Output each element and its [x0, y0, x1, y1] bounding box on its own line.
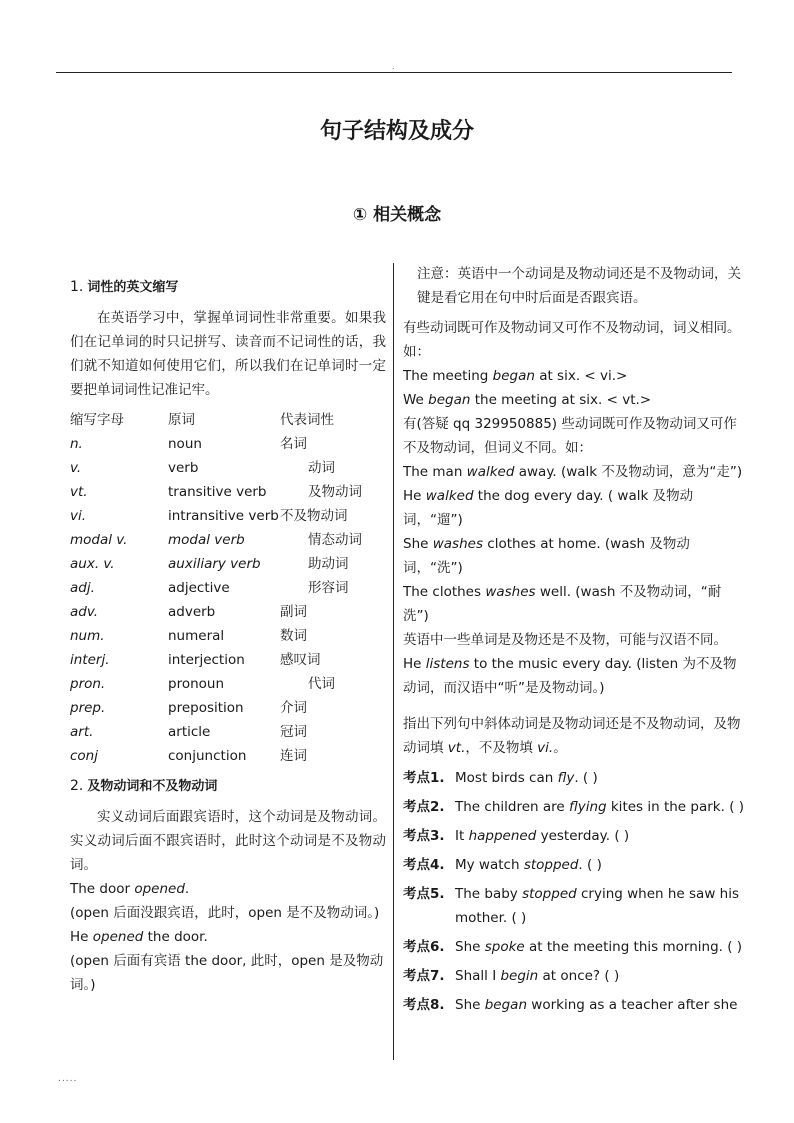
table-cell-word: adverb	[168, 604, 216, 620]
table-row	[70, 576, 386, 600]
text: He	[403, 656, 426, 672]
text: We	[403, 392, 429, 408]
table-cell-word: modal verb	[168, 532, 245, 548]
text: at six. < vi.>	[534, 368, 628, 384]
text: well. (wash 不及物动词，“耐洗”)	[403, 584, 722, 624]
italic-term: vi.	[537, 740, 554, 756]
text: The children are	[455, 799, 569, 815]
table-cell-pos: 介词	[280, 700, 307, 716]
table-cell-word: article	[168, 724, 211, 740]
section-number: 2.	[70, 778, 84, 794]
italic-verb: fly	[557, 770, 575, 786]
italic-verb: spoke	[484, 939, 525, 955]
table-row	[70, 528, 386, 552]
table-header-row	[70, 408, 386, 432]
page-title: 句子结构及成分	[319, 119, 474, 144]
exercise-label: 考点5.	[403, 886, 445, 902]
table-cell-abbr: pron.	[70, 676, 106, 692]
table-cell-word: noun	[168, 436, 202, 452]
exercise-text	[455, 824, 743, 848]
italic-verb: washes	[485, 584, 536, 600]
exercise-text	[455, 766, 743, 790]
exercise-label: 考点3.	[403, 828, 445, 844]
table-cell-pos: 冠词	[280, 724, 307, 740]
italic-verb: opened	[92, 929, 144, 945]
exercise-label: 考点1.	[403, 770, 445, 786]
text: the door.	[143, 929, 208, 945]
text: . ( )	[578, 857, 602, 873]
italic-verb: began	[428, 392, 471, 408]
table-row	[70, 456, 386, 480]
exercise-text	[455, 853, 743, 877]
table-cell-pos: 情态动词	[308, 532, 362, 548]
header-dot: .	[392, 62, 395, 71]
paragraph: 实义动词后面跟宾语时，这个动词是及物动词。实义动词后面不跟宾语时，此时这个动词是不及物动词。	[70, 809, 386, 873]
abbreviation-table	[70, 408, 386, 768]
exercise-label: 考点2.	[403, 799, 445, 815]
paragraph: 在英语学习中，掌握单词词性非常重要。如果我们在记单词的时只记拼写、读音而不记词性的话，我们就不知道如何使用它们，所以我们在记单词时一定要把单词词性记准记牢。	[70, 310, 386, 398]
table-cell-abbr: num.	[70, 628, 105, 644]
left-column	[70, 275, 386, 997]
text: The clothes	[403, 584, 486, 600]
text: He	[403, 488, 426, 504]
table-row	[70, 552, 386, 576]
table-cell-abbr: vt.	[70, 484, 88, 500]
italic-verb: happened	[468, 828, 537, 844]
paragraph: 有些动词既可作及物动词又可作不及物动词，词义相同。如：	[403, 320, 741, 360]
table-cell-word: verb	[168, 460, 199, 476]
table-cell-pos: 形容词	[308, 580, 349, 596]
italic-verb: began	[484, 997, 528, 1013]
header-rule	[56, 72, 732, 73]
italic-verb: walked	[466, 464, 515, 480]
text: The door	[70, 881, 135, 897]
exercise-label: 考点7.	[403, 968, 445, 984]
example-sentence	[403, 532, 743, 580]
section-number: 1.	[70, 279, 84, 295]
table-cell-pos: 感叹词	[280, 652, 321, 668]
table-cell-abbr: modal v.	[70, 532, 128, 548]
italic-verb: opened	[134, 881, 185, 897]
table-row	[70, 744, 386, 768]
table-row	[70, 720, 386, 744]
text: away. (walk 不及物动词，意为“走”)	[514, 464, 743, 480]
table-cell-word: numeral	[168, 628, 225, 644]
italic-verb: flying	[568, 799, 607, 815]
table-row	[70, 432, 386, 456]
table-cell-pos: 名词	[280, 436, 307, 452]
table-header-cell: 缩写字母	[70, 412, 124, 428]
italic-verb: walked	[425, 488, 474, 504]
example-sentence	[403, 580, 743, 628]
table-cell-abbr: adv.	[70, 604, 99, 620]
paragraph: 英语中一些单词是及物还是不及物，可能与汉语不同。	[403, 632, 727, 648]
table-row	[70, 600, 386, 624]
note-paragraph: 注意：英语中一个动词是及物动词还是不及物动词，关键是看它用在句中时后面是否跟宾语。	[417, 266, 741, 306]
text: to the music every day. (listen 为不及物动词，而汉语中“听”是及物动词。)	[403, 656, 737, 696]
text: She	[403, 536, 433, 552]
text: at the meeting this morning. ( )	[524, 939, 743, 955]
spacer	[403, 700, 743, 712]
table-cell-word: interjection	[168, 652, 245, 668]
table-cell-pos: 不及物动词	[280, 508, 348, 524]
table-cell-word: intransitive verb	[168, 508, 279, 524]
table-cell-abbr: adj.	[70, 580, 95, 596]
exercise-item	[403, 935, 743, 959]
table-cell-word: transitive verb	[168, 484, 267, 500]
exercise-text	[455, 882, 743, 930]
text: clothes at home. (wash 及物动词，“洗”)	[403, 536, 690, 576]
text: The baby	[455, 886, 523, 902]
table-cell-abbr: prep.	[70, 700, 106, 716]
table-cell-pos: 及物动词	[308, 484, 362, 500]
table-header-cell: 原词	[168, 412, 195, 428]
example-note: (open 后面有宾语 the door, 此时，open 是及物动词。)	[70, 953, 384, 993]
table-cell-pos: 副词	[280, 604, 307, 620]
example-sentence	[403, 364, 743, 388]
text: She	[455, 939, 485, 955]
section-subtitle: ① 相关概念	[352, 205, 442, 225]
column-divider	[393, 263, 394, 1060]
text: My watch	[455, 857, 524, 873]
text: The meeting	[403, 368, 493, 384]
table-cell-pos: 代词	[308, 676, 335, 692]
table-header-cell: 代表词性	[280, 412, 334, 428]
italic-verb: stopped	[523, 857, 579, 873]
italic-verb: stopped	[522, 886, 577, 902]
text: yesterday. ( )	[536, 828, 630, 844]
italic-verb: began	[492, 368, 535, 384]
table-cell-abbr: interj.	[70, 652, 110, 668]
example-sentence	[403, 388, 743, 412]
table-cell-pos: 动词	[308, 460, 335, 476]
table-cell-word: preposition	[168, 700, 244, 716]
table-cell-abbr: conj	[70, 748, 98, 764]
exercise-label: 考点6.	[403, 939, 445, 955]
exercise-item	[403, 766, 743, 790]
example-note: (open 后面没跟宾语，此时，open 是不及物动词。)	[70, 905, 380, 921]
table-cell-word: adjective	[168, 580, 230, 596]
text: The man	[403, 464, 467, 480]
table-row	[70, 504, 386, 528]
text: Shall I	[455, 968, 501, 984]
exercise-text	[455, 935, 743, 959]
italic-term: vt.	[447, 740, 466, 756]
text: kites in the park. ( )	[606, 799, 745, 815]
exercise-label: 考点8.	[403, 997, 445, 1013]
right-column	[403, 262, 743, 1017]
example-sentence	[403, 460, 743, 484]
section-heading-1	[70, 275, 386, 300]
text: the meeting at six. < vt.>	[470, 392, 652, 408]
exercise-item	[403, 853, 743, 877]
table-cell-pos: 连词	[280, 748, 307, 764]
table-cell-abbr: art.	[70, 724, 94, 740]
example-sentence	[403, 652, 743, 700]
exercise-item	[403, 964, 743, 988]
text: crying when he saw his mother. ( )	[455, 886, 740, 926]
section-title: 及物动词和不及物动词	[87, 779, 218, 794]
text: He	[70, 929, 93, 945]
table-cell-pos: 数词	[280, 628, 307, 644]
exercise-item	[403, 824, 743, 848]
exercise-item	[403, 993, 743, 1017]
exercise-text	[455, 993, 743, 1017]
exercise-instructions	[403, 712, 743, 760]
section-heading-2	[70, 774, 386, 799]
text: Most birds can	[455, 770, 558, 786]
exercise-label: 考点4.	[403, 857, 445, 873]
exercise-item	[403, 882, 743, 930]
text: .	[184, 881, 190, 897]
paragraph: 有(答疑 qq 329950885) 些动词既可作及物动词又可作不及物动词，但词义不同。如：	[403, 416, 737, 456]
italic-verb: listens	[425, 656, 470, 672]
section-title: 词性的英文缩写	[87, 280, 179, 295]
text: She	[455, 997, 485, 1013]
example-sentence	[70, 925, 386, 949]
table-cell-word: auxiliary verb	[168, 556, 261, 572]
text: working as a teacher after she	[527, 997, 738, 1013]
text: 。	[553, 740, 567, 756]
table-cell-abbr: v.	[70, 460, 82, 476]
text: It	[455, 828, 469, 844]
text: the dog every day. ( walk 及物动词，“遛”)	[403, 488, 694, 528]
table-cell-word: pronoun	[168, 676, 225, 692]
table-row	[70, 696, 386, 720]
text: . ( )	[574, 770, 598, 786]
exercise-item	[403, 795, 743, 819]
text: 指出下列句中斜体动词是及物动词还是不及物动词，及物动词填	[403, 716, 741, 756]
table-cell-abbr: n.	[70, 436, 83, 452]
example-sentence	[403, 484, 743, 532]
table-cell-word: conjunction	[168, 748, 247, 764]
table-row	[70, 480, 386, 504]
exercise-text	[455, 964, 743, 988]
italic-verb: begin	[500, 968, 539, 984]
text: at once? ( )	[538, 968, 620, 984]
table-cell-pos: 助动词	[308, 556, 349, 572]
table-row	[70, 648, 386, 672]
table-cell-abbr: vi.	[70, 508, 87, 524]
table-cell-abbr: aux. v.	[70, 556, 115, 572]
example-sentence	[70, 877, 386, 901]
text: ，不及物填	[465, 740, 538, 756]
table-row	[70, 672, 386, 696]
italic-verb: washes	[432, 536, 483, 552]
footer-dots: .....	[58, 1074, 78, 1084]
exercise-text	[455, 795, 744, 819]
table-row	[70, 624, 386, 648]
